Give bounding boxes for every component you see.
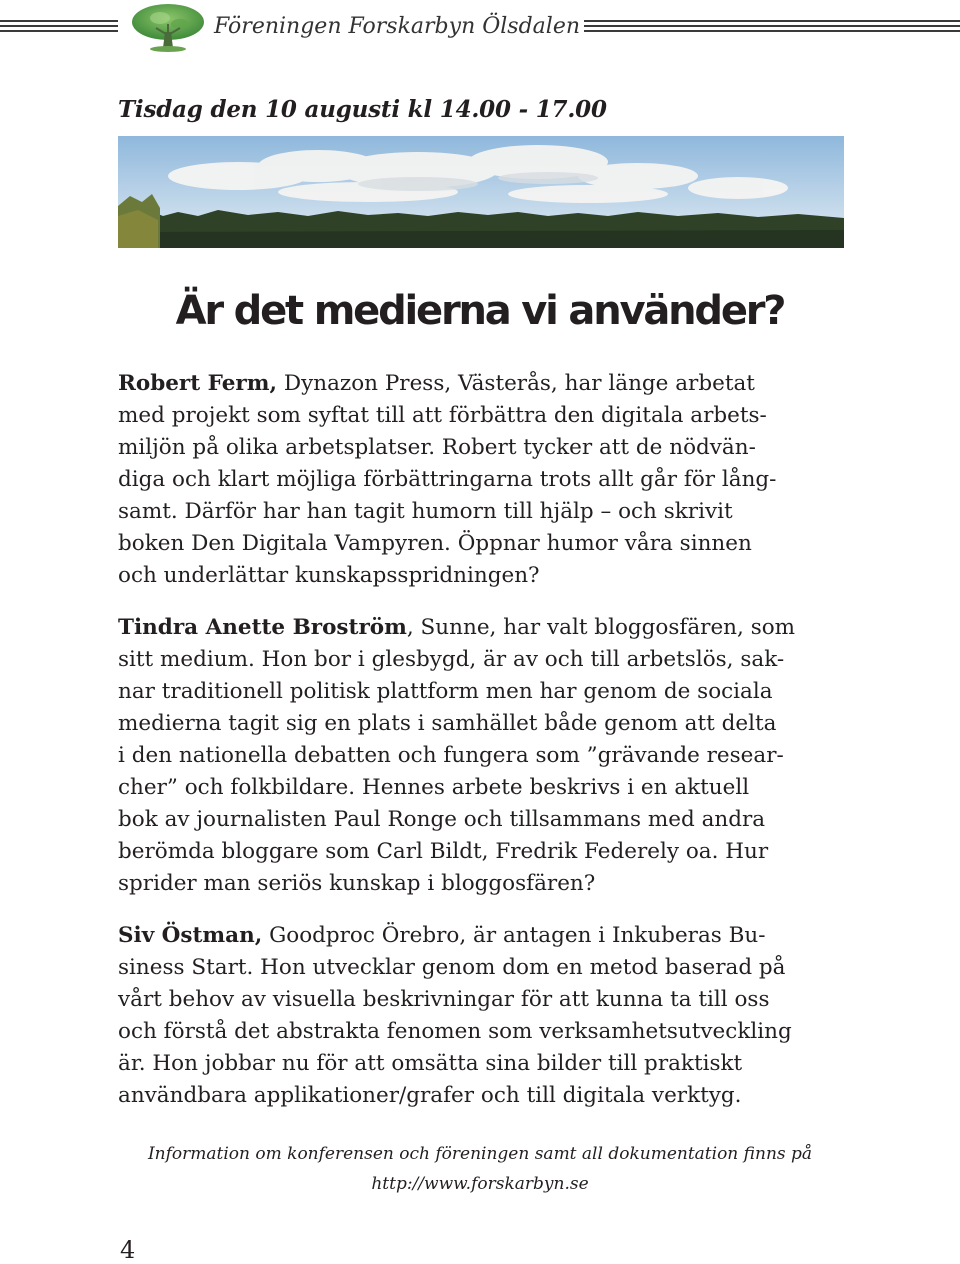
paragraph-line: Goodproc Örebro, är antagen i Inkuberas Bu- bbox=[262, 923, 766, 948]
footer-url[interactable]: http://www.forskarbyn.se bbox=[371, 1174, 589, 1194]
paragraph-line: vårt behov av visuella beskrivningar för att kunna ta till oss bbox=[118, 987, 770, 1012]
paragraph-line: boken Den Digitala Vampyren. Öppnar humor våra sinnen bbox=[118, 531, 752, 556]
page-header bbox=[0, 0, 960, 60]
paragraph-line: siness Start. Hon utvecklar genom dom en metod baserad på bbox=[118, 955, 786, 980]
paragraph-line: miljön på olika arbetsplatser. Robert tycker att de nödvän- bbox=[118, 435, 756, 460]
paragraph-line: sprider man seriös kunskap i bloggosfären? bbox=[118, 871, 596, 896]
speaker-name: Siv Östman, bbox=[118, 923, 263, 948]
paragraph-line: bok av journalisten Paul Ronge och tillsammans med andra bbox=[118, 807, 766, 832]
paragraph-line: cher” och folkbildare. Hennes arbete beskrivs i en aktuell bbox=[118, 775, 750, 800]
speaker-paragraph-tindra bbox=[118, 612, 844, 900]
paragraph-line: i den nationella debatten och fungera som ”grävande resear- bbox=[118, 743, 784, 768]
paragraph-line: medierna tagit sig en plats i samhället både genom att delta bbox=[118, 711, 777, 736]
paragraph-line: sitt medium. Hon bor i glesbygd, är av och till arbetslös, sak- bbox=[118, 647, 785, 672]
paragraph-line: samt. Därför har han tagit humorn till hjälp – och skrivit bbox=[118, 499, 733, 524]
footer-info: Information om konferensen och föreningen samt all dokumentation finns på bbox=[147, 1144, 813, 1164]
speaker-name: Tindra Anette Broström bbox=[118, 615, 407, 640]
paragraph-line: är. Hon jobbar nu för att omsätta sina bilder till praktiskt bbox=[118, 1051, 743, 1076]
event-date: Tisdag den 10 augusti kl 14.00 - 17.00 bbox=[118, 96, 607, 123]
speaker-paragraph-siv bbox=[118, 920, 844, 1112]
paragraph-line: användbara applikationer/grafer och till digitala verktyg. bbox=[118, 1083, 742, 1108]
paragraph-line: nar traditionell politisk plattform men har genom de sociala bbox=[118, 679, 773, 704]
tree-icon bbox=[130, 2, 206, 54]
paragraph-line: , Sunne, har valt bloggosfären, som bbox=[406, 615, 796, 640]
headline: Är det medierna vi använder? bbox=[175, 288, 785, 334]
paragraph-line: och underlättar kunskapsspridningen? bbox=[118, 563, 540, 588]
speaker-name: Robert Ferm, bbox=[118, 371, 277, 396]
header-rule-right bbox=[584, 20, 960, 32]
header-rule-left bbox=[0, 20, 118, 32]
organization-name: Föreningen Forskarbyn Ölsdalen bbox=[214, 14, 581, 39]
paragraph-line: diga och klart möjliga förbättringarna trots allt går för lång- bbox=[118, 467, 777, 492]
paragraph-line: Dynazon Press, Västerås, har länge arbetat bbox=[277, 371, 755, 396]
landscape-photo bbox=[118, 136, 844, 248]
paragraph-line: och förstå det abstrakta fenomen som verksamhetsutveckling bbox=[118, 1019, 792, 1044]
paragraph-line: med projekt som syftat till att förbättra den digitala arbets- bbox=[118, 403, 767, 428]
page-number: 4 bbox=[120, 1236, 136, 1264]
speaker-paragraph-robert bbox=[118, 368, 844, 592]
paragraph-line: berömda bloggare som Carl Bildt, Fredrik Federely oa. Hur bbox=[118, 839, 769, 864]
